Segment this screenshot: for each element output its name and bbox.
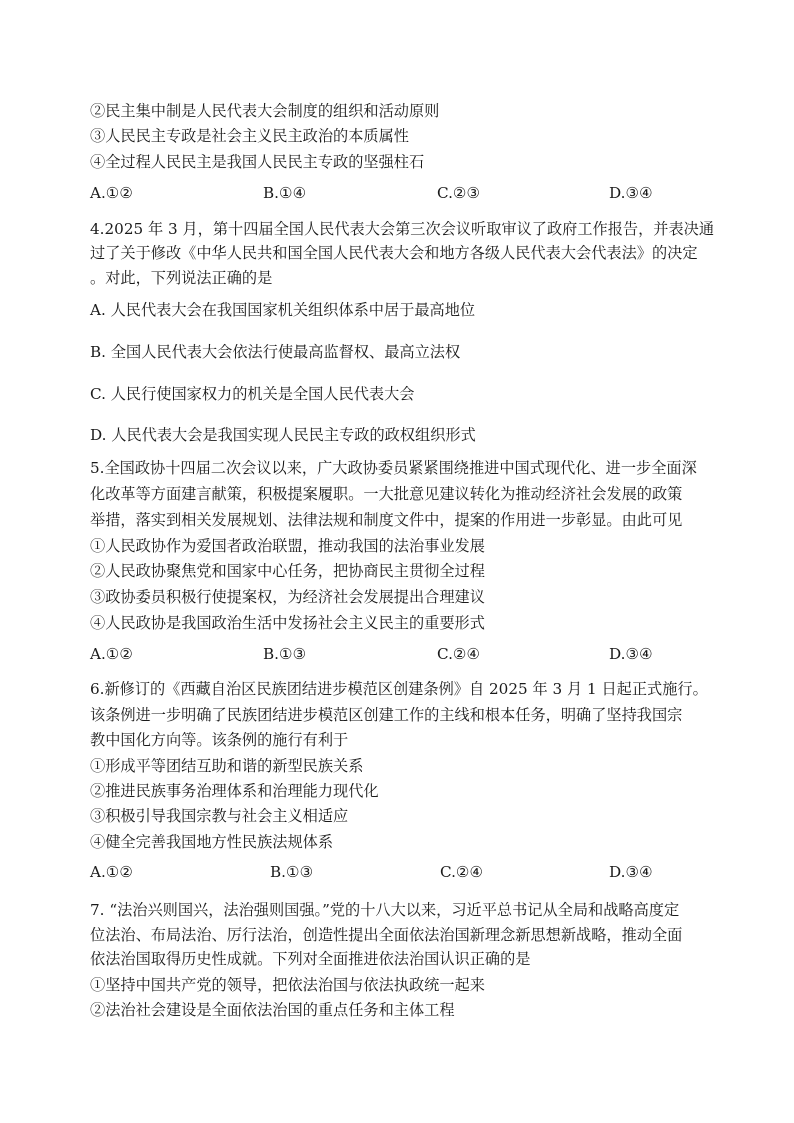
- q6-stem-line-3: 教中国化方向等。该条例的施行有利于: [90, 731, 349, 749]
- q6-stem-line-2: 该条例进一步明确了民族团结进步模范区创建工作的主线和根本任务，明确了坚持我国宗: [90, 706, 683, 724]
- q4-option-b: B. 全国人民代表大会依法行使最高监督权、最高立法权: [90, 343, 461, 361]
- q5-stem-line-3: 举措，落实到相关发展规划、法律法规和制度文件中，提案的作用进一步彰显。由此可见: [90, 511, 683, 529]
- q6-option-c: C.②④: [440, 863, 484, 881]
- q7-stem-line-1: 7. “法治兴则国兴，法治强则国强。”党的十八大以来，习近平总书记从全局和战略高度定: [90, 901, 680, 919]
- q5-item-1: ①人民政协作为爱国者政治联盟，推动我国的法治事业发展: [90, 537, 485, 555]
- q6-option-d: D.③④: [609, 863, 653, 881]
- q7-stem-line-3: 依法治国取得历史性成就。下列对全面推进依法治国认识正确的是: [90, 950, 531, 968]
- q6-item-1: ①形成平等团结互助和谐的新型民族关系: [90, 757, 364, 775]
- q3-option-d: D.③④: [609, 184, 653, 202]
- q6-options: [0, 862, 794, 882]
- q4-stem-line-2: 过了关于修改《中华人民共和国全国人民代表大会和地方各级人民代表大会代表法》的决定: [90, 244, 698, 262]
- q6-item-3: ③积极引导我国宗教与社会主义相适应: [90, 807, 349, 825]
- q7-item-2: ②法治社会建设是全面依法治国的重点任务和主体工程: [90, 1001, 455, 1019]
- q3-option-c: C.②③: [437, 184, 481, 202]
- q4-option-d: D. 人民代表大会是我国实现人民民主专政的政权组织形式: [90, 426, 476, 444]
- q5-option-c: C.②④: [437, 645, 481, 663]
- q5-option-d: D.③④: [609, 645, 653, 663]
- q5-item-2: ②人民政协聚焦党和国家中心任务，把协商民主贯彻全过程: [90, 562, 485, 580]
- q6-option-b: B.①③: [270, 863, 314, 881]
- q5-item-3: ③政协委员积极行使提案权，为经济社会发展提出合理建议: [90, 588, 485, 606]
- q6-item-4: ④健全完善我国地方性民族法规体系: [90, 833, 333, 851]
- q5-options: [0, 644, 794, 664]
- q4-option-c: C. 人民行使国家权力的机关是全国人民代表大会: [90, 385, 415, 403]
- q6-option-a: A.①②: [90, 863, 134, 881]
- q3-item-4: ④全过程人民民主是我国人民民主专政的坚强柱石: [90, 153, 425, 171]
- q5-option-a: A.①②: [90, 645, 134, 663]
- q4-stem-line-1: 4.2025 年 3 月，第十四届全国人民代表大会第三次会议听取审议了政府工作报告，并表决通: [90, 220, 715, 238]
- q3-option-a: A.①②: [90, 184, 134, 202]
- q7-item-1: ①坚持中国共产党的领导，把依法治国与依法执政统一起来: [90, 976, 485, 994]
- q5-item-4: ④人民政协是我国政治生活中发扬社会主义民主的重要形式: [90, 614, 485, 632]
- q5-stem-line-1: 5.全国政协十四届二次会议以来，广大政协委员紧紧围绕推进中国式现代化、进一步全面深: [90, 459, 697, 477]
- q3-options: [0, 183, 794, 203]
- q7-stem-line-2: 位法治、布局法治、厉行法治，创造性提出全面依法治国新理念新思想新战略，推动全面: [90, 926, 683, 944]
- q4-stem-line-3: 。对此，下列说法正确的是: [90, 269, 273, 287]
- q6-item-2: ②推进民族事务治理体系和治理能力现代化: [90, 782, 379, 800]
- q6-stem-line-1: 6.新修订的《西藏自治区民族团结进步模范区创建条例》自 2025 年 3 月 1 日起正式施行。: [90, 680, 708, 698]
- q5-option-b: B.①③: [263, 645, 307, 663]
- q5-stem-line-2: 化改革等方面建言献策，积极提案履职。一大批意见建议转化为推动经济社会发展的政策: [90, 485, 683, 503]
- q3-option-b: B.①④: [263, 184, 307, 202]
- q3-item-2: ②民主集中制是人民代表大会制度的组织和活动原则: [90, 102, 440, 120]
- q4-option-a: A. 人民代表大会在我国国家机关组织体系中居于最高地位: [90, 301, 476, 319]
- q3-item-3: ③人民民主专政是社会主义民主政治的本质属性: [90, 127, 409, 145]
